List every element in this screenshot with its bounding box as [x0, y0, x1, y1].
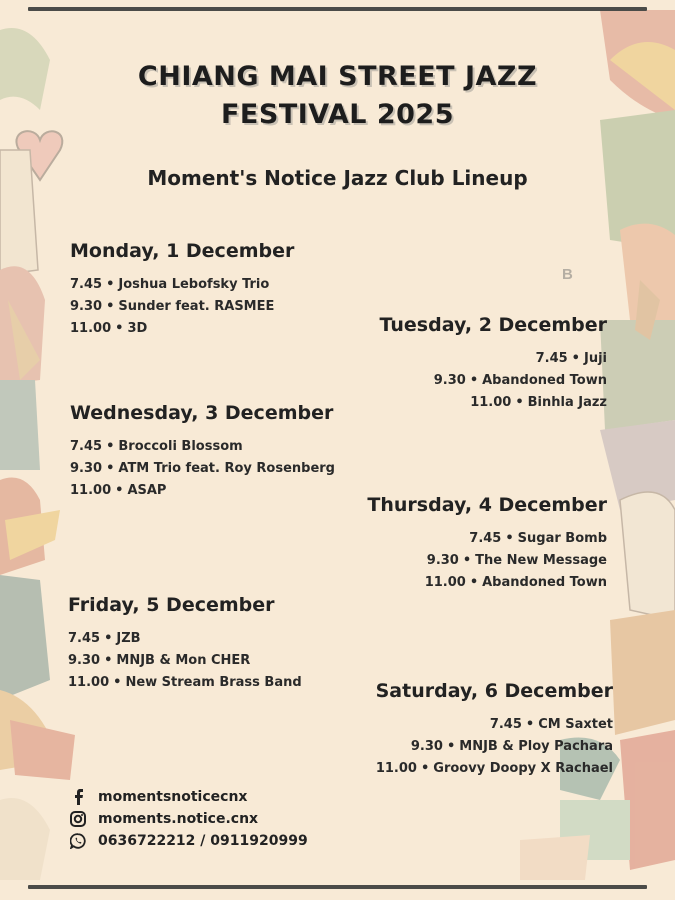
facebook-handle: momentsnoticecnx: [98, 789, 248, 805]
slot-act: MNJB & Mon CHER: [116, 653, 251, 668]
day-title: Wednesday, 3 December: [70, 402, 334, 424]
slot-time: 11.00: [470, 395, 512, 410]
slot-time: 11.00: [70, 483, 112, 498]
slot-time: 9.30: [433, 373, 466, 388]
slot-separator: •: [106, 277, 115, 292]
slot-separator: •: [104, 631, 113, 646]
slot-separator: •: [571, 351, 580, 366]
slot: [70, 274, 294, 296]
facebook-icon: [70, 789, 86, 805]
slot-separator: •: [469, 373, 479, 388]
instagram-icon: [70, 811, 86, 827]
day-block-wednesday: [70, 402, 335, 502]
svg-text:B: B: [562, 266, 573, 283]
slot-act: Abandoned Town: [482, 373, 607, 388]
bottom-rule: [28, 885, 647, 889]
slot-act: Binhla Jazz: [527, 395, 607, 410]
slot-time: 9.30: [68, 653, 101, 668]
slot: [367, 572, 607, 594]
slot: [380, 392, 607, 414]
slot: [70, 296, 294, 318]
slot-act: 3D: [127, 321, 148, 336]
phone-numbers: 0636722212 / 0911920999: [98, 833, 308, 849]
day-block-tuesday: [380, 314, 607, 414]
day-title: Friday, 5 December: [68, 594, 275, 616]
slot: [70, 318, 294, 340]
slot-separator: •: [113, 675, 122, 690]
whatsapp-icon: [70, 833, 86, 849]
slot-separator: •: [115, 321, 124, 336]
slot-time: 7.45: [68, 631, 101, 646]
slot-act: Abandoned Town: [482, 575, 607, 590]
slot-time: 11.00: [424, 575, 466, 590]
slot-separator: •: [515, 395, 524, 410]
slot-act: Sunder feat. RASMEE: [118, 299, 275, 314]
slot: [70, 480, 335, 502]
day-block-saturday: [376, 680, 613, 780]
slot-time: 9.30: [410, 739, 443, 754]
slot: [376, 736, 613, 758]
day-block-thursday: [367, 494, 607, 594]
day-block-monday: [70, 240, 294, 340]
slot-act: Groovy Doopy X Rachael: [433, 761, 613, 776]
day-title: Thursday, 4 December: [367, 494, 607, 516]
slot-separator: •: [525, 717, 535, 732]
slot: [376, 714, 613, 736]
contact-list: [70, 786, 308, 852]
slot-separator: •: [104, 653, 113, 668]
slot-time: 7.45: [535, 351, 568, 366]
slot-act: New Stream Brass Band: [125, 675, 302, 690]
festival-title: [0, 58, 675, 134]
slot-act: MNJB & Ploy Pachara: [459, 739, 613, 754]
slot: [380, 348, 607, 370]
slot: [70, 458, 335, 480]
slot-separator: •: [106, 299, 115, 314]
slot-act: CM Saxtet: [538, 717, 613, 732]
day-title: Tuesday, 2 December: [379, 314, 607, 336]
slot-separator: •: [106, 461, 115, 476]
contact-instagram[interactable]: [70, 808, 308, 830]
slot-separator: •: [115, 483, 124, 498]
slot-time: 9.30: [70, 299, 103, 314]
slot-time: 11.00: [375, 761, 417, 776]
slot-time: 7.45: [469, 531, 502, 546]
slot-separator: •: [420, 761, 430, 776]
slot-separator: •: [462, 553, 472, 568]
slot-time: 11.00: [68, 675, 110, 690]
title-line-1: CHIANG MAI STREET JAZZ: [137, 61, 538, 92]
slot-act: Sugar Bomb: [517, 531, 607, 546]
slot: [70, 436, 335, 458]
slot: [380, 370, 607, 392]
slot: [367, 528, 607, 550]
slot-separator: •: [505, 531, 514, 546]
slot: [367, 550, 607, 572]
lineup-subtitle: Moment's Notice Jazz Club Lineup: [147, 166, 528, 190]
slot-separator: •: [106, 439, 115, 454]
top-rule: [28, 7, 647, 11]
slot-time: 9.30: [426, 553, 459, 568]
slot: [376, 758, 613, 780]
slot: [68, 650, 302, 672]
slot-act: The New Message: [475, 553, 607, 568]
instagram-handle: moments.notice.cnx: [98, 811, 259, 827]
slot-act: JZB: [116, 631, 141, 646]
title-line-2: FESTIVAL 2025: [220, 99, 454, 130]
slot-act: Joshua Lebofsky Trio: [118, 277, 270, 292]
slot: [68, 672, 302, 694]
slot-separator: •: [446, 739, 456, 754]
contact-phone[interactable]: [70, 830, 308, 852]
day-title: Saturday, 6 December: [375, 680, 613, 702]
slot-act: Broccoli Blossom: [118, 439, 243, 454]
day-title: Monday, 1 December: [70, 240, 295, 262]
slot: [68, 628, 302, 650]
slot-act: ASAP: [127, 483, 167, 498]
slot-time: 11.00: [70, 321, 112, 336]
day-block-friday: [68, 594, 302, 694]
slot-time: 7.45: [489, 717, 522, 732]
slot-separator: •: [469, 575, 479, 590]
slot-time: 9.30: [70, 461, 103, 476]
slot-act: ATM Trio feat. Roy Rosenberg: [118, 461, 335, 476]
slot-time: 7.45: [70, 277, 103, 292]
contact-facebook[interactable]: [70, 786, 308, 808]
slot-act: Juji: [583, 351, 607, 366]
slot-time: 7.45: [70, 439, 103, 454]
